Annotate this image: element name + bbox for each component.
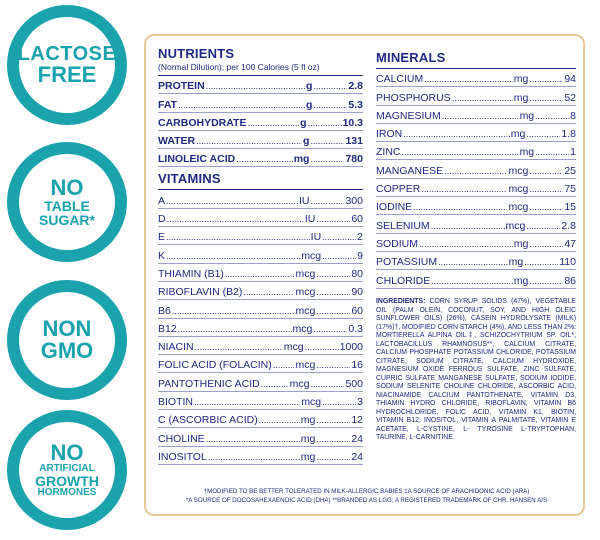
leader-dots bbox=[206, 79, 305, 93]
leader-dots bbox=[413, 200, 507, 214]
nutrient-value: 90 bbox=[351, 286, 363, 299]
leader-dots bbox=[178, 98, 305, 112]
nutrient-name: WATER bbox=[158, 135, 196, 148]
nutrient-name: SODIUM bbox=[376, 237, 418, 250]
nutrient-name: COPPER bbox=[376, 183, 421, 196]
leader-dots bbox=[529, 164, 563, 178]
leader-dots bbox=[316, 212, 350, 226]
nutrient-row bbox=[376, 234, 576, 252]
nutrient-row bbox=[158, 319, 363, 337]
nutrient-row bbox=[376, 160, 576, 178]
footnote-2: *A SOURCE OF DOCOSAHEXAENOIC ACID (DHA) **BRANDED AS LGG; A REGISTERED TRADEMARK OF CHR. HANSEN A/S bbox=[185, 497, 548, 504]
nutrient-row bbox=[158, 373, 363, 391]
nutrient-row bbox=[158, 337, 363, 355]
nutrient-value: 3 bbox=[357, 396, 363, 409]
leader-dots bbox=[273, 358, 295, 372]
nutrient-row bbox=[158, 76, 363, 94]
nutrient-name: POTASSIUM bbox=[376, 256, 438, 269]
nutrient-row bbox=[158, 264, 363, 282]
nutrient-name: NIACIN bbox=[158, 341, 194, 354]
nutrient-name: B6 bbox=[158, 304, 171, 317]
nutrient-value: 300 bbox=[345, 194, 363, 207]
nutrient-name: MAGNESIUM bbox=[376, 109, 441, 122]
badge-text: LACTOSE bbox=[17, 43, 117, 65]
leader-dots bbox=[322, 249, 356, 263]
badge-text: FREE bbox=[37, 62, 97, 87]
nutrient-value: 16 bbox=[351, 359, 363, 372]
leader-dots bbox=[529, 91, 563, 105]
leader-dots bbox=[424, 72, 512, 86]
nutrient-value: 131 bbox=[345, 135, 363, 148]
nutrient-value: 24 bbox=[351, 432, 363, 445]
nutrient-value: 1 bbox=[570, 146, 576, 159]
nutrient-unit: mcg bbox=[295, 267, 316, 280]
nutrient-row bbox=[376, 197, 576, 215]
nutrient-value: 2 bbox=[357, 231, 363, 244]
nutrient-value: 110 bbox=[559, 256, 576, 269]
nutrient-row bbox=[158, 428, 363, 446]
nutrient-name: PROTEIN bbox=[158, 80, 205, 93]
nutrient-unit: mg bbox=[300, 450, 316, 463]
leader-dots bbox=[310, 194, 344, 208]
leader-dots bbox=[166, 249, 300, 263]
nutrient-row bbox=[158, 190, 363, 208]
right-column bbox=[376, 50, 576, 289]
leader-dots bbox=[322, 395, 356, 409]
left-column bbox=[158, 46, 363, 465]
nutrient-name: BIOTIN bbox=[158, 396, 194, 409]
nutrient-unit: mg bbox=[513, 274, 529, 287]
leader-dots bbox=[403, 127, 510, 141]
nutrient-unit: mg bbox=[513, 237, 529, 250]
nutrient-name: CARBOHYDRATE bbox=[158, 116, 247, 129]
leader-dots bbox=[167, 212, 304, 226]
nutrient-row bbox=[376, 179, 576, 197]
leader-dots bbox=[419, 237, 513, 251]
leader-dots bbox=[524, 255, 558, 269]
nutrient-row bbox=[158, 392, 363, 410]
nutrient-value: 1.8 bbox=[561, 128, 576, 141]
nutrient-unit: g bbox=[303, 135, 310, 148]
nutrient-value: 75 bbox=[564, 183, 576, 196]
lactose-free-badge bbox=[7, 5, 127, 125]
nutrient-row bbox=[376, 69, 576, 87]
nutrient-unit: mg bbox=[519, 109, 535, 122]
nutrient-name: IRON bbox=[376, 128, 403, 141]
nutrient-unit: mcg bbox=[289, 377, 310, 390]
nutrient-row bbox=[158, 227, 363, 245]
nutrient-unit: mg bbox=[510, 128, 526, 141]
leader-dots bbox=[442, 109, 519, 123]
nutrient-unit: mcg bbox=[508, 183, 529, 196]
nutrient-value: 52 bbox=[564, 91, 576, 104]
nutrient-name: THIAMIN (B1) bbox=[158, 267, 224, 280]
nutrient-value: 500 bbox=[345, 377, 363, 390]
nutrient-unit: mcg bbox=[508, 164, 529, 177]
nutrient-value: 60 bbox=[351, 213, 363, 226]
nutrient-row bbox=[158, 131, 363, 149]
nutrient-unit: mg bbox=[293, 153, 310, 166]
nutrient-row bbox=[158, 447, 363, 465]
nutrient-unit: mg bbox=[513, 73, 529, 86]
leader-dots bbox=[316, 432, 350, 446]
nutrient-list bbox=[158, 76, 363, 167]
nutrient-row bbox=[158, 245, 363, 263]
leader-dots bbox=[178, 322, 292, 336]
leader-dots bbox=[310, 152, 344, 166]
leader-dots bbox=[452, 91, 513, 105]
nutrition-label bbox=[144, 34, 585, 516]
nutrient-unit: mcg bbox=[283, 341, 304, 354]
badge-text: TABLE bbox=[44, 198, 90, 214]
nutrient-unit: IU bbox=[310, 231, 322, 244]
badge-text: NO bbox=[50, 175, 84, 200]
leader-dots bbox=[529, 200, 563, 214]
nutrient-value: 25 bbox=[564, 164, 576, 177]
leader-dots bbox=[313, 322, 347, 336]
leader-dots bbox=[526, 127, 560, 141]
leader-dots bbox=[316, 358, 350, 372]
vitamin-list bbox=[158, 190, 363, 464]
nutrient-name: C (ASCORBIC ACID) bbox=[158, 414, 258, 427]
nutrient-value: 60 bbox=[351, 304, 363, 317]
nutrient-value: 0.3 bbox=[348, 322, 363, 335]
nutrient-unit: mcg bbox=[292, 322, 313, 335]
leader-dots bbox=[535, 145, 569, 159]
nutrient-value: 2.8 bbox=[561, 219, 576, 232]
nutrient-unit: mcg bbox=[295, 304, 316, 317]
leader-dots bbox=[305, 340, 339, 354]
nutrient-row bbox=[158, 209, 363, 227]
leader-dots bbox=[316, 413, 350, 427]
nutrient-value: 10.3 bbox=[342, 116, 363, 129]
nutrient-unit: mcg bbox=[505, 219, 526, 232]
ingredients-body: CORN SYRUP SOLIDS (47%), VEGETABLE OIL (PALM OLEIN, COCONUT, SOY, AND HIGH OLEIC SUNFLOWER OILS) (26%), CASEIN HYDROLYSATE (MILK) (17%)†, MODIFIED CORN STARCH (4%), AND LESS THAN 2%: MORTIERELLA ALPINA OIL‡, SCHIZOCHYTRIUM SP. OIL*, LACTOBACILLUS RHAMNOSUS**, CALCIUM CITRATE, CALCIUM PHOSPHATE POTASSIUM CHLORIDE, POTASSIUM CITRATE, SODIUM CITRATE, CALCIUM HYDROXIDE, MAGNESIUM OXIDE FERROUS SULFATE, ZINC SULFATE, CUPRIC SULFATE MANGANESE SULFATE, SODIUM IODIDE, SODIUM SELENITE CHOLINE CHLORIDE, ASCORBIC ACID, NIACINAMIDE CALCIUM PANTOTHENATE, VITAMIN D3, THIAMIN HYDRO CHLORIDE, RIBOFLAVIN, VITAMIN B6 HYDROCHLORIDE, FOLIC ACID, VITAMIN K1, BIOTIN, VITAMIN B12, INOSITOL, VITAMIN A PALMITATE, VITAMIN E ACETATE, L-CYSTINE, L- TYROSINE L-TRYPTOPHAN, TAURINE, L-CARNITINE. bbox=[376, 298, 576, 441]
leader-dots bbox=[196, 134, 302, 148]
leader-dots bbox=[310, 134, 344, 148]
nutrient-value: 1000 bbox=[339, 341, 363, 354]
badge-text: ARTIFICIAL bbox=[39, 463, 95, 474]
leader-dots bbox=[316, 285, 350, 299]
nutrient-name: IODINE bbox=[376, 201, 413, 214]
badge-text: HORMONES bbox=[37, 487, 97, 498]
leader-dots bbox=[431, 274, 512, 288]
nutrient-name: PANTOTHENIC ACID bbox=[158, 377, 260, 390]
nutrient-row bbox=[376, 270, 576, 288]
leader-dots bbox=[402, 145, 519, 159]
nutrient-value: 8 bbox=[570, 109, 576, 122]
nutrient-row bbox=[376, 87, 576, 105]
nutrient-value: 780 bbox=[345, 153, 363, 166]
nutrient-unit: mcg bbox=[301, 396, 322, 409]
nutrient-row bbox=[158, 410, 363, 428]
nutrient-name: A bbox=[158, 194, 166, 207]
leader-dots bbox=[316, 304, 350, 318]
nutrient-unit: g bbox=[300, 116, 307, 129]
leader-dots bbox=[444, 164, 507, 178]
leader-dots bbox=[236, 152, 293, 166]
nutrients-title: NUTRIENTS bbox=[158, 46, 235, 61]
nutrient-name: K bbox=[158, 249, 166, 262]
non-gmo-badge bbox=[7, 280, 127, 400]
nutrient-name: FOLIC ACID (FOLACIN) bbox=[158, 359, 272, 372]
nutrient-row bbox=[158, 113, 363, 131]
leader-dots bbox=[529, 72, 563, 86]
nutrient-name: CALCIUM bbox=[376, 73, 424, 86]
nutrient-value: 15 bbox=[564, 201, 576, 214]
nutrient-row bbox=[158, 300, 363, 318]
no-artificial-growth-hormones-badge bbox=[7, 410, 127, 530]
leader-dots bbox=[225, 267, 295, 281]
leader-dots bbox=[208, 450, 300, 464]
leader-dots bbox=[194, 395, 300, 409]
nutrient-row bbox=[158, 94, 363, 112]
leader-dots bbox=[206, 432, 300, 446]
nutrient-unit: g bbox=[305, 80, 313, 93]
leader-dots bbox=[310, 377, 344, 391]
nutrient-value: 94 bbox=[564, 73, 576, 86]
nutrient-row bbox=[376, 124, 576, 142]
leader-dots bbox=[243, 285, 294, 299]
nutrient-unit: mg bbox=[300, 432, 316, 445]
nutrient-row bbox=[158, 355, 363, 373]
leader-dots bbox=[529, 274, 563, 288]
nutrients-subtitle: (Normal Dilution); per 100 Calories (5 fl oz) bbox=[158, 62, 363, 76]
leader-dots bbox=[172, 304, 295, 318]
nutrient-unit: mg bbox=[513, 91, 529, 104]
nutrient-name: SELENIUM bbox=[376, 219, 430, 232]
leader-dots bbox=[526, 219, 560, 233]
nutrient-row bbox=[158, 282, 363, 300]
badge-text: GROWTH bbox=[35, 473, 99, 489]
nutrient-value: 5.3 bbox=[348, 98, 363, 111]
nutrient-name: INOSITOL bbox=[158, 450, 207, 463]
nutrient-row bbox=[376, 142, 576, 160]
nutrient-name: PHOSPHORUS bbox=[376, 91, 451, 104]
nutrient-value: 2.8 bbox=[348, 80, 363, 93]
minerals-title: MINERALS bbox=[376, 50, 576, 69]
vitamins-title: VITAMINS bbox=[158, 171, 363, 190]
nutrient-name: CHOLINE bbox=[158, 432, 205, 445]
nutrient-unit: IU bbox=[298, 194, 310, 207]
badge-text: GMO bbox=[40, 338, 94, 363]
badge-text: SUGAR* bbox=[38, 212, 95, 228]
nutrient-name: B12 bbox=[158, 322, 177, 335]
nutrient-value: 9 bbox=[357, 249, 363, 262]
leader-dots bbox=[431, 219, 505, 233]
nutrient-value: 12 bbox=[351, 414, 363, 427]
nutrient-unit: mcg bbox=[295, 359, 316, 372]
nutrient-value: 24 bbox=[351, 450, 363, 463]
leader-dots bbox=[247, 116, 299, 130]
leader-dots bbox=[535, 109, 569, 123]
nutrient-unit: g bbox=[305, 98, 313, 111]
nutrient-name: MANGANESE bbox=[376, 164, 444, 177]
nutrient-unit: mcg bbox=[301, 249, 322, 262]
leader-dots bbox=[316, 267, 350, 281]
nutrient-row bbox=[376, 215, 576, 233]
ingredients-label: INGREDIENTS: bbox=[376, 298, 426, 305]
leader-dots bbox=[529, 237, 563, 251]
nutrient-value: 47 bbox=[564, 237, 576, 250]
nutrient-name: ZINC bbox=[376, 146, 401, 159]
leader-dots bbox=[166, 230, 310, 244]
leader-dots bbox=[529, 182, 563, 196]
nutrient-row bbox=[376, 252, 576, 270]
footnote-1: †MODIFIED TO BE BETTER TOLERATED IN MILK-ALLERGIC BABIES ‡A SOURCE OF ARACHIDONIC ACID (ARA) bbox=[203, 488, 530, 495]
leader-dots bbox=[421, 182, 507, 196]
leader-dots bbox=[313, 98, 347, 112]
nutrient-name: D bbox=[158, 213, 166, 226]
nutrient-unit: mcg bbox=[508, 201, 529, 214]
leader-dots bbox=[195, 340, 283, 354]
nutrient-unit: mg bbox=[508, 256, 524, 269]
nutrient-name: E bbox=[158, 231, 166, 244]
nutrient-name: RIBOFLAVIN (B2) bbox=[158, 286, 243, 299]
nutrient-unit: mcg bbox=[295, 286, 316, 299]
nutrient-name: LINOLEIC ACID bbox=[158, 153, 236, 166]
leader-dots bbox=[313, 79, 347, 93]
leader-dots bbox=[166, 194, 298, 208]
nutrient-unit: IU bbox=[304, 213, 316, 226]
nutrient-row bbox=[376, 106, 576, 124]
leader-dots bbox=[438, 255, 508, 269]
nutrient-value: 86 bbox=[564, 274, 576, 287]
ingredients-text bbox=[376, 298, 576, 443]
nutrient-value: 80 bbox=[351, 267, 363, 280]
leader-dots bbox=[308, 116, 342, 130]
nutrient-unit: mg bbox=[300, 414, 316, 427]
leader-dots bbox=[322, 230, 356, 244]
nutrient-unit: mg bbox=[519, 146, 535, 159]
nutrient-name: FAT bbox=[158, 98, 178, 111]
nutrient-row bbox=[158, 149, 363, 167]
no-table-sugar-badge bbox=[7, 142, 127, 262]
leader-dots bbox=[259, 413, 300, 427]
badge-text: NON bbox=[42, 316, 92, 341]
mineral-list bbox=[376, 69, 576, 289]
badge-text: NO bbox=[50, 440, 84, 465]
nutrient-name: CHLORIDE bbox=[376, 274, 431, 287]
leader-dots bbox=[261, 377, 289, 391]
leader-dots bbox=[316, 450, 350, 464]
